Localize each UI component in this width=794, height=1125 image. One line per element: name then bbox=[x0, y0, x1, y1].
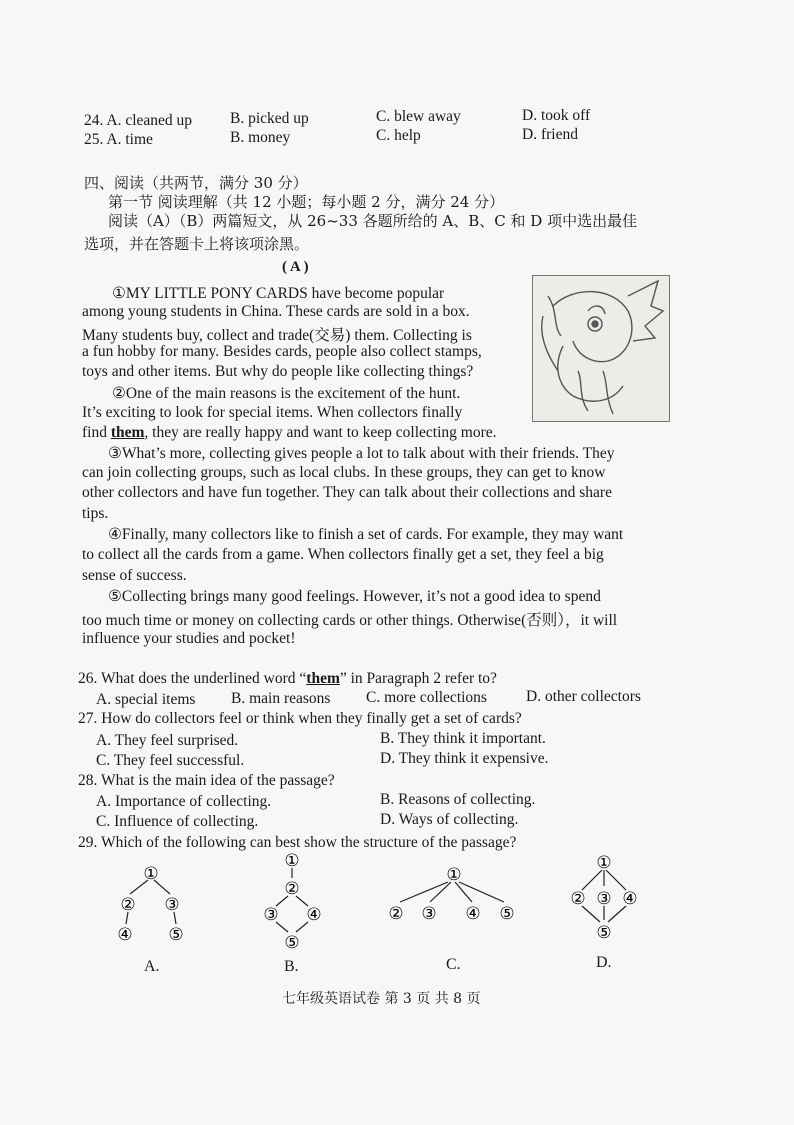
passage-label: ( A ) bbox=[282, 259, 309, 275]
passage-line-16: ⑤Collecting brings many good feelings. However, it’s not a good idea to spend bbox=[108, 588, 601, 605]
passage-line-12: tips. bbox=[82, 505, 109, 522]
diagram-d-node-2: ② bbox=[570, 889, 586, 909]
diagram-d-label: D. bbox=[596, 954, 612, 971]
question-27: 27. How do collectors feel or think when they finally get a set of cards? bbox=[78, 710, 522, 727]
q24-option-a: 24. A. cleaned up bbox=[84, 112, 193, 129]
pony-card-illustration bbox=[532, 275, 670, 422]
diagram-c-label: C. bbox=[446, 956, 461, 973]
passage-line-18: influence your studies and pocket! bbox=[82, 630, 296, 647]
passage-line-4: a fun hobby for many. Besides cards, people also collect stamps, bbox=[82, 343, 482, 360]
passage-line-8-end: , they are really happy and want to keep collecting more. bbox=[144, 424, 497, 441]
diagram-c-node-3: ③ bbox=[421, 904, 437, 924]
q24-option-b: B. picked up bbox=[230, 110, 309, 127]
passage-line-5: toys and other items. But why do people like collecting things? bbox=[82, 363, 474, 380]
structure-diagram-c bbox=[382, 862, 522, 929]
passage-line-13: ④Finally, many collectors like to finish a set of cards. For example, they may want bbox=[108, 526, 624, 543]
diagram-c-node-1: ① bbox=[446, 865, 462, 885]
q28-option-b: B. Reasons of collecting. bbox=[380, 791, 536, 808]
q24-option-c: C. blew away bbox=[376, 108, 461, 125]
diagram-c-node-5: ⑤ bbox=[499, 904, 515, 924]
passage-line-8-start: find bbox=[82, 424, 111, 441]
section-instruction-2: 选项，并在答题卡上将该项涂黑。 bbox=[84, 235, 310, 253]
q25-option-a: 25. A. time bbox=[84, 131, 153, 148]
q27-option-d: D. They think it expensive. bbox=[380, 750, 549, 767]
q25-option-d: D. friend bbox=[522, 126, 578, 143]
section-subheading: 第一节 阅读理解（共 12 小题；每小题 2 分，满分 24 分） bbox=[108, 193, 505, 211]
page-footer: 七年级英语试卷 第 3 页 共 8 页 bbox=[282, 991, 481, 1007]
question-26 bbox=[78, 670, 497, 688]
diagram-c-node-2: ② bbox=[388, 904, 404, 924]
question-29: 29. Which of the following can best show the structure of the passage? bbox=[78, 834, 517, 851]
structure-diagram-a bbox=[110, 862, 200, 953]
diagram-a-node-4: ④ bbox=[117, 925, 133, 945]
question-26-start: 26. What does the underlined word “ bbox=[78, 670, 307, 687]
diagram-b-node-5: ⑤ bbox=[284, 933, 300, 952]
passage-line-11: other collectors and have fun together. They can talk about their collections and share bbox=[82, 484, 612, 501]
q26-option-d: D. other collectors bbox=[526, 688, 641, 705]
diagram-a-node-5: ⑤ bbox=[168, 925, 184, 945]
passage-line-10: can join collecting groups, such as local clubs. In these groups, they can get to know bbox=[82, 464, 606, 481]
passage-line-14: to collect all the cards from a game. When collectors finally get a set, they feel a big bbox=[82, 546, 604, 563]
q26-option-c: C. more collections bbox=[366, 689, 487, 706]
passage-line-7: It’s exciting to look for special items. When collectors finally bbox=[82, 404, 463, 421]
diagram-b-node-1: ① bbox=[284, 851, 300, 871]
q25-option-c: C. help bbox=[376, 127, 421, 144]
diagram-b-node-4: ④ bbox=[306, 905, 322, 925]
diagram-d-node-1: ① bbox=[596, 853, 612, 873]
structure-diagram-d bbox=[566, 850, 646, 947]
diagram-b-label: B. bbox=[284, 958, 299, 975]
passage-line-2: among young students in China. These cards are sold in a box. bbox=[82, 303, 470, 320]
q27-option-b: B. They think it important. bbox=[380, 730, 546, 747]
q25-option-b: B. money bbox=[230, 129, 291, 146]
underlined-them: them bbox=[110, 424, 145, 441]
passage-line-1: ①MY LITTLE PONY CARDS have become popular bbox=[112, 285, 445, 302]
passage-line-6: ②One of the main reasons is the excitement of the hunt. bbox=[112, 385, 461, 402]
passage-line-8 bbox=[82, 424, 496, 442]
q28-option-d: D. Ways of collecting. bbox=[380, 811, 519, 828]
q26-option-b: B. main reasons bbox=[231, 690, 331, 707]
diagram-d-node-5: ⑤ bbox=[596, 923, 612, 942]
passage-line-17: too much time or money on collecting cards or other things. Otherwise(否则），it will bbox=[82, 612, 618, 629]
diagram-b-node-2: ② bbox=[284, 879, 300, 899]
question-26-them: them bbox=[306, 670, 340, 687]
q28-option-a: A. Importance of collecting. bbox=[96, 793, 272, 810]
question-26-end: ” in Paragraph 2 refer to? bbox=[339, 670, 497, 687]
q27-option-c: C. They feel successful. bbox=[96, 752, 245, 769]
diagram-a-label: A. bbox=[144, 958, 160, 975]
diagram-a-node-2: ② bbox=[120, 895, 136, 915]
diagram-c-node-4: ④ bbox=[465, 904, 481, 924]
passage-line-3: Many students buy, collect and trade(交易) them. Collecting is bbox=[82, 327, 472, 344]
passage-line-15: sense of success. bbox=[82, 567, 187, 584]
diagram-a-node-3: ③ bbox=[164, 895, 180, 915]
question-28: 28. What is the main idea of the passage? bbox=[78, 772, 335, 789]
diagram-d-node-3: ③ bbox=[596, 889, 612, 909]
q27-option-a: A. They feel surprised. bbox=[96, 732, 239, 749]
diagram-b-node-3: ③ bbox=[263, 905, 279, 925]
structure-diagram-b bbox=[252, 850, 332, 957]
q28-option-c: C. Influence of collecting. bbox=[96, 813, 259, 830]
q24-option-d: D. took off bbox=[522, 107, 591, 124]
diagram-d-node-4: ④ bbox=[622, 889, 638, 909]
q26-option-a: A. special items bbox=[96, 691, 196, 708]
passage-line-9: ③What’s more, collecting gives people a lot to talk about with their friends. They bbox=[108, 445, 615, 462]
diagram-a-node-1: ① bbox=[143, 864, 159, 884]
section-instruction-1: 阅读（A）（B）两篇短文，从 26~33 各题所给的 A、B、C 和 D 项中选出最佳 bbox=[108, 212, 638, 230]
section-heading: 四、阅读（共两节，满分 30 分） bbox=[84, 174, 308, 192]
